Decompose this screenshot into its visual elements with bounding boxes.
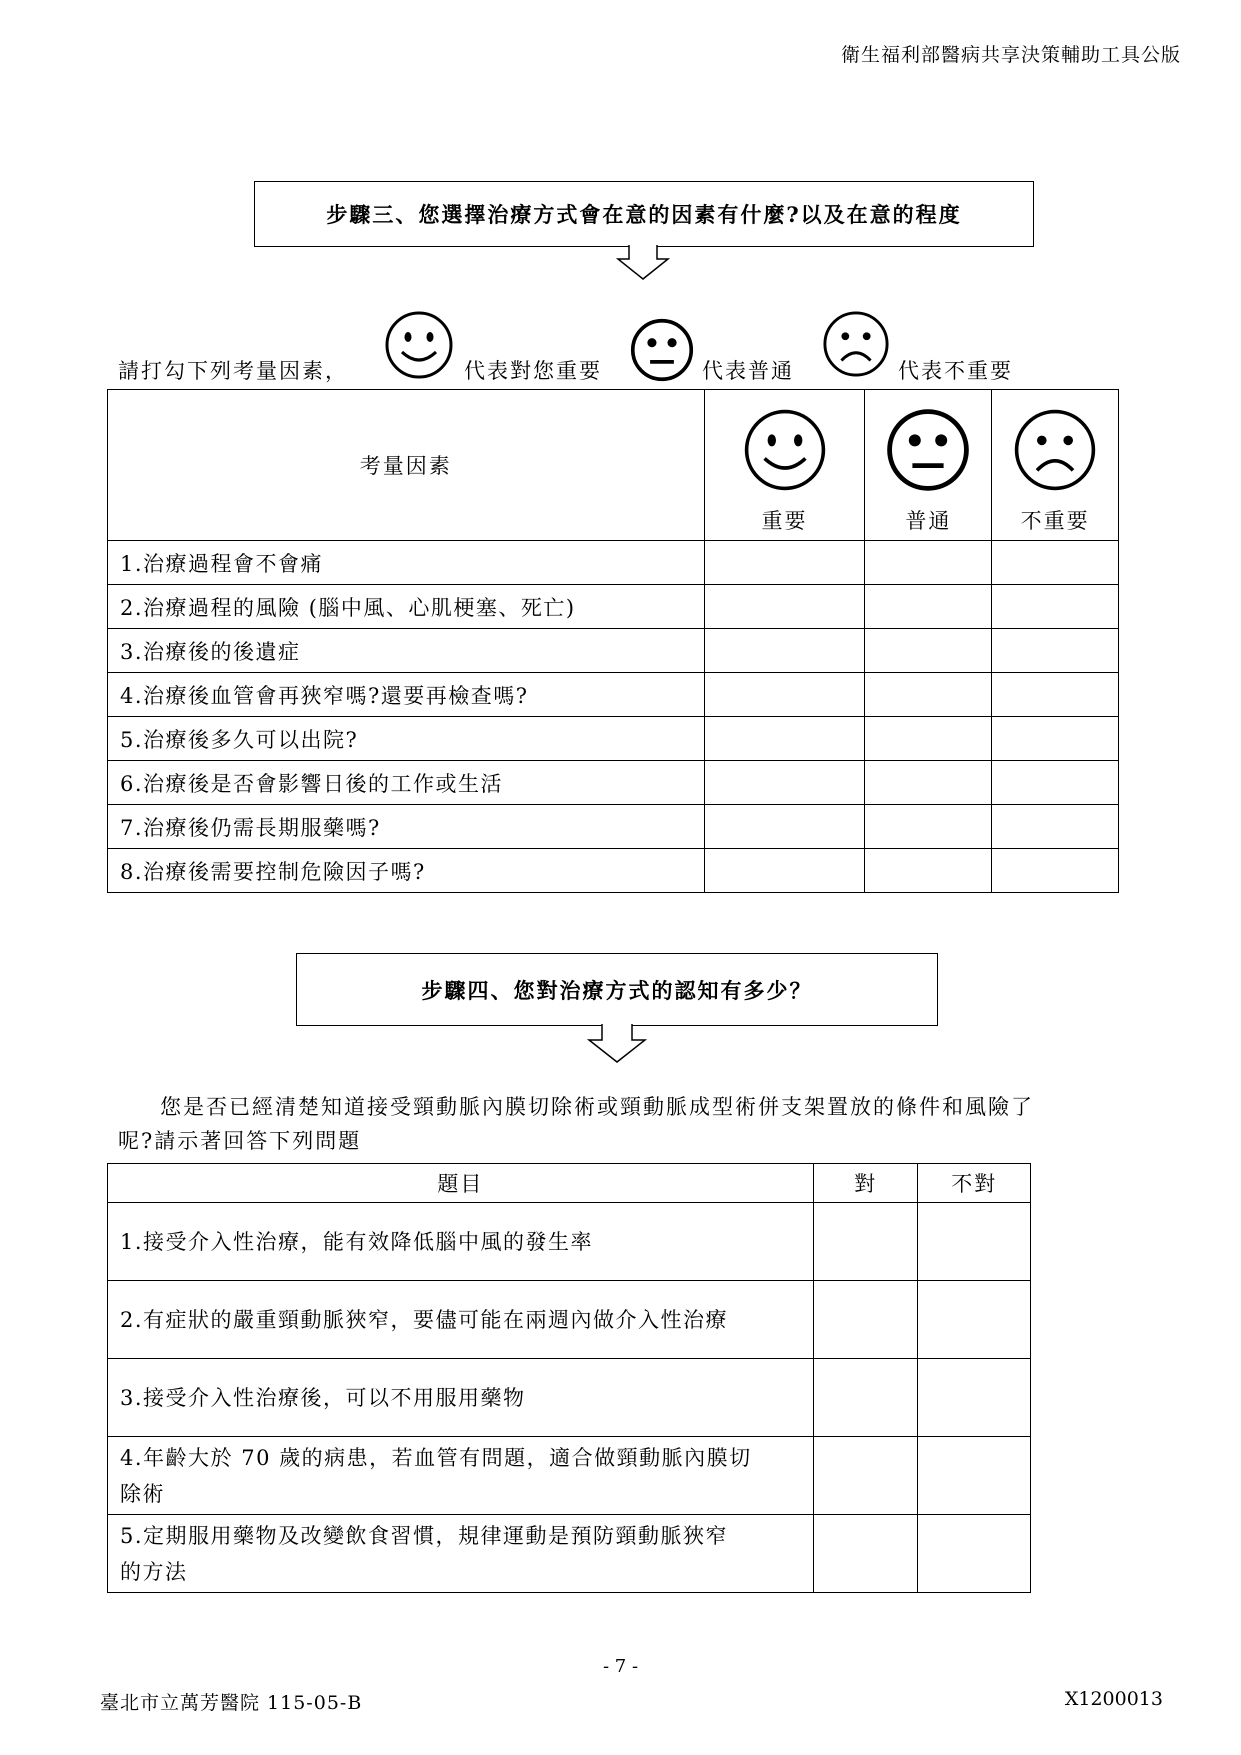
legend-prefix: 請打勾下列考量因素， xyxy=(118,359,348,383)
factor-text: 4.治療後血管會再狹窄嗎?還要再檢查嗎? xyxy=(108,673,705,717)
knowledge-quiz-table xyxy=(107,1163,1031,1593)
table-row xyxy=(108,1437,1031,1515)
intro-line-1: 您是否已經清楚知道接受頸動脈內膜切除術或頸動脈成型術併支架置放的條件和風險了 xyxy=(160,1095,1034,1119)
legend-neutral-label: 代表普通 xyxy=(702,359,794,383)
step4-title-box xyxy=(296,953,938,1026)
legend-row xyxy=(118,310,1118,390)
question-text xyxy=(108,1359,814,1437)
unimportant-checkbox-cell[interactable] xyxy=(992,849,1119,893)
table-row xyxy=(108,717,1119,761)
table-row xyxy=(108,541,1119,585)
important-label: 重要 xyxy=(761,509,808,533)
true-answer-cell[interactable] xyxy=(813,1203,918,1281)
question-line: 除術 xyxy=(120,1481,165,1506)
neutral-checkbox-cell[interactable] xyxy=(865,849,992,893)
factors-table xyxy=(107,389,1119,893)
unimportant-checkbox-cell[interactable] xyxy=(992,585,1119,629)
unimportant-checkbox-cell[interactable] xyxy=(992,761,1119,805)
factor-text: 5.治療後多久可以出院? xyxy=(108,717,705,761)
true-answer-cell[interactable] xyxy=(813,1359,918,1437)
false-answer-cell[interactable] xyxy=(918,1437,1031,1515)
table-row xyxy=(108,761,1119,805)
important-checkbox-cell[interactable] xyxy=(704,585,865,629)
factor-header: 考量因素 xyxy=(359,454,452,478)
important-checkbox-cell[interactable] xyxy=(704,849,865,893)
page-number: - 7 - xyxy=(602,1656,639,1677)
important-checkbox-cell[interactable] xyxy=(704,673,865,717)
footer-doc-id: X1200013 xyxy=(1064,1688,1163,1710)
table-row xyxy=(108,1203,1031,1281)
quiz-header-row xyxy=(108,1164,1031,1203)
neutral-checkbox-cell[interactable] xyxy=(865,761,992,805)
sad-face-icon xyxy=(822,310,890,378)
table-row xyxy=(108,585,1119,629)
unimportant-checkbox-cell[interactable] xyxy=(992,629,1119,673)
table-row xyxy=(108,1281,1031,1359)
footer-hospital: 臺北市立萬芳醫院 115-05-B xyxy=(100,1692,363,1714)
factor-text: 8.治療後需要控制危險因子嗎? xyxy=(108,849,705,893)
false-answer-cell[interactable] xyxy=(918,1359,1031,1437)
question-line: 3.接受介入性治療後，可以不用服用藥物 xyxy=(120,1385,526,1410)
false-answer-cell[interactable] xyxy=(918,1203,1031,1281)
true-answer-cell[interactable] xyxy=(813,1281,918,1359)
question-line: 4.年齡大於 70 歲的病患，若血管有問題，適合做頸動脈內膜切 xyxy=(120,1445,752,1470)
factors-header-row xyxy=(108,390,1119,541)
question-line: 1.接受介入性治療，能有效降低腦中風的發生率 xyxy=(120,1229,594,1254)
table-row xyxy=(108,1515,1031,1593)
question-text xyxy=(108,1515,814,1593)
question-text xyxy=(108,1437,814,1515)
question-line: 2.有症狀的嚴重頸動脈狹窄，要儘可能在兩週內做介入性治療 xyxy=(120,1307,729,1332)
neutral-checkbox-cell[interactable] xyxy=(865,541,992,585)
table-row xyxy=(108,849,1119,893)
table-row xyxy=(108,805,1119,849)
false-header: 不對 xyxy=(918,1164,1031,1203)
question-line: 的方法 xyxy=(120,1559,188,1584)
unimportant-label: 不重要 xyxy=(1020,509,1090,533)
important-checkbox-cell[interactable] xyxy=(704,629,865,673)
neutral-checkbox-cell[interactable] xyxy=(865,585,992,629)
unimportant-header-cell xyxy=(992,390,1119,541)
neutral-label: 普通 xyxy=(905,509,952,533)
important-checkbox-cell[interactable] xyxy=(704,805,865,849)
table-row xyxy=(108,1359,1031,1437)
legend-happy-label: 代表對您重要 xyxy=(464,359,602,383)
question-header: 題目 xyxy=(108,1164,814,1203)
unimportant-checkbox-cell[interactable] xyxy=(992,805,1119,849)
unimportant-checkbox-cell[interactable] xyxy=(992,717,1119,761)
neutral-checkbox-cell[interactable] xyxy=(865,629,992,673)
intro-line-2: 呢?請示著回答下列問題 xyxy=(118,1129,362,1153)
important-checkbox-cell[interactable] xyxy=(704,541,865,585)
happy-face-icon xyxy=(743,408,827,492)
step3-title: 步驟三、您選擇治療方式會在意的因素有什麼?以及在意的程度 xyxy=(326,202,962,227)
question-text xyxy=(108,1203,814,1281)
true-answer-cell[interactable] xyxy=(813,1437,918,1515)
factor-header-cell xyxy=(108,390,705,541)
false-answer-cell[interactable] xyxy=(918,1281,1031,1359)
question-text xyxy=(108,1281,814,1359)
down-arrow-icon xyxy=(587,1024,647,1064)
factor-text: 6.治療後是否會影響日後的工作或生活 xyxy=(108,761,705,805)
factor-text: 1.治療過程會不會痛 xyxy=(108,541,705,585)
header-title: 衛生福利部醫病共享決策輔助工具公版 xyxy=(840,44,1181,66)
important-header-cell xyxy=(704,390,865,541)
neutral-face-icon xyxy=(630,318,694,382)
step3-title-box xyxy=(254,181,1034,247)
important-checkbox-cell[interactable] xyxy=(704,761,865,805)
false-answer-cell[interactable] xyxy=(918,1515,1031,1593)
step4-title: 步驟四、您對治療方式的認知有多少？ xyxy=(421,977,813,1003)
sad-face-icon xyxy=(1013,408,1097,492)
unimportant-checkbox-cell[interactable] xyxy=(992,673,1119,717)
true-answer-cell[interactable] xyxy=(813,1515,918,1593)
factor-text: 7.治療後仍需長期服藥嗎? xyxy=(108,805,705,849)
neutral-checkbox-cell[interactable] xyxy=(865,673,992,717)
important-checkbox-cell[interactable] xyxy=(704,717,865,761)
happy-face-icon xyxy=(384,310,454,380)
table-row xyxy=(108,629,1119,673)
legend-sad-label: 代表不重要 xyxy=(898,359,1013,383)
question-line: 5.定期服用藥物及改變飲食習慣，規律運動是預防頸動脈狹窄 xyxy=(120,1523,729,1548)
table-row xyxy=(108,673,1119,717)
unimportant-checkbox-cell[interactable] xyxy=(992,541,1119,585)
neutral-checkbox-cell[interactable] xyxy=(865,805,992,849)
factor-text: 3.治療後的後遺症 xyxy=(108,629,705,673)
neutral-header-cell xyxy=(865,390,992,541)
true-header: 對 xyxy=(813,1164,918,1203)
step4-intro xyxy=(118,1090,1128,1158)
neutral-face-icon xyxy=(886,408,970,492)
factor-text: 2.治療過程的風險 (腦中風、心肌梗塞、死亡) xyxy=(108,585,705,629)
down-arrow-icon xyxy=(616,245,670,281)
neutral-checkbox-cell[interactable] xyxy=(865,717,992,761)
